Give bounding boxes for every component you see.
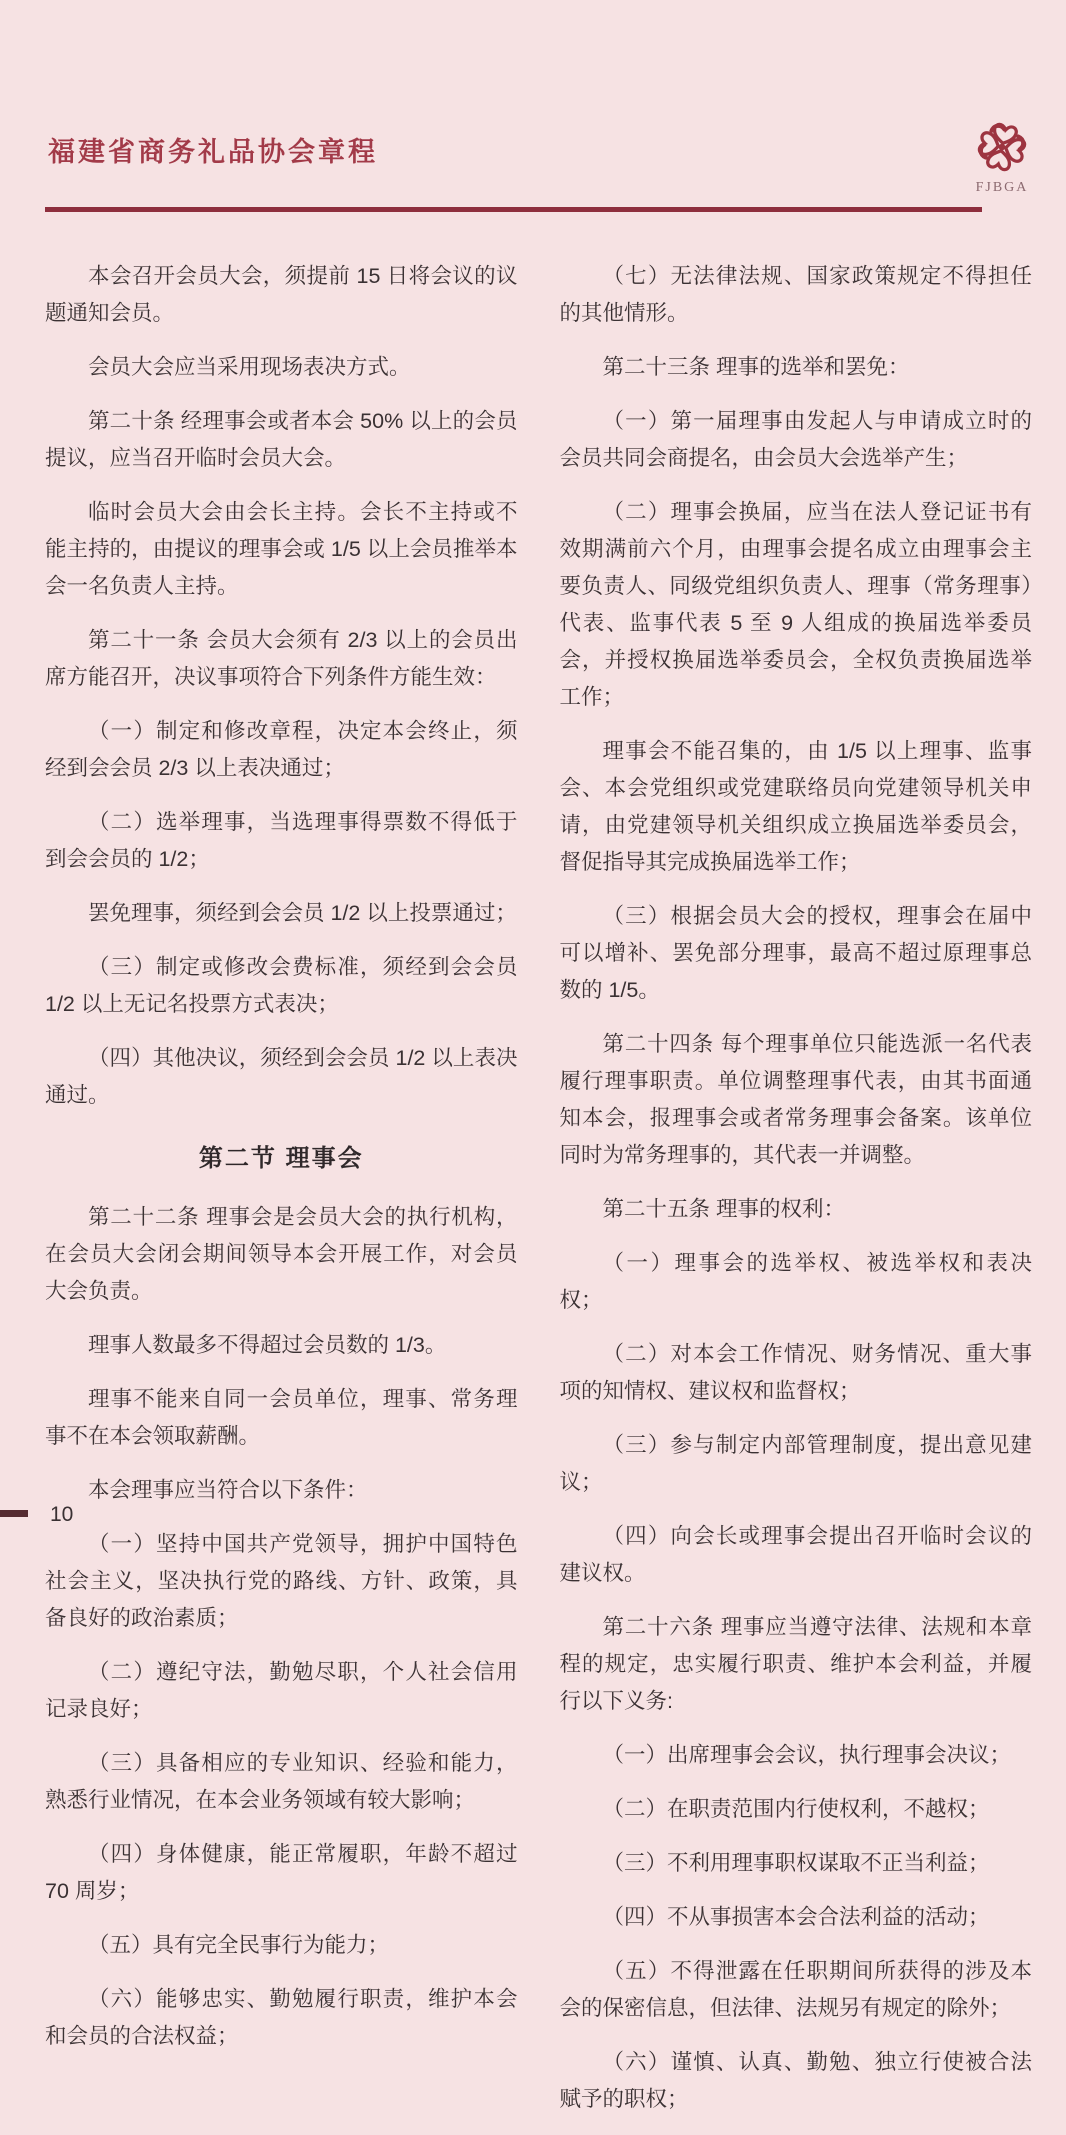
paragraph: 理事不能来自同一会员单位，理事、常务理事不在本会领取薪酬。: [45, 1387, 518, 1448]
paragraph: （二）对本会工作情况、财务情况、重大事项的知情权、建议权和监督权；: [559, 1342, 1032, 1403]
bottom-corner-mark: [0, 1510, 28, 1517]
paragraph: （二）在职责范围内行使权利，不越权；: [602, 1797, 990, 1821]
paragraph: 第二十五条 理事的权利：: [602, 1197, 845, 1221]
paragraph: 第二十四条 每个理事单位只能选派一名代表履行理事职责。单位调整理事代表，由其书面通知本会，报理事会或者常务理事会备案。该单位同时为常务理事的，其代表一并调整。: [559, 1032, 1032, 1167]
paragraph: （六）能够忠实、勤勉履行职责，维护本会和会员的合法权益；: [45, 1987, 518, 2048]
right-column: [560, 258, 1033, 2135]
paragraph: （三）不利用理事职权谋取不正当利益；: [602, 1851, 990, 1875]
paragraph: 理事会不能召集的，由 1/5 以上理事、监事会、本会党组织或党建联络员向党建领导机关申请，由党建领导机关组织成立换届选举委员会，督促指导其完成换届选举工作；: [559, 739, 1032, 874]
paragraph: （四）其他决议，须经到会会员 1/2 以上表决通过。: [45, 1046, 518, 1107]
paragraph: （四）向会长或理事会提出召开临时会议的建议权。: [559, 1524, 1032, 1585]
paragraph: （七）无法律法规、国家政策规定不得担任的其他情形。: [559, 264, 1032, 325]
paragraph: （四）不从事损害本会合法利益的活动；: [602, 1905, 990, 1929]
paragraph: （一）坚持中国共产党领导，拥护中国特色社会主义，坚决执行党的路线、方针、政策，具备良好的政治素质；: [45, 1532, 518, 1630]
page-header: [0, 0, 1066, 212]
paragraph: （三）根据会员大会的授权，理事会在届中可以增补、罢免部分理事，最高不超过原理事总数的 1/5。: [559, 904, 1032, 1002]
paragraph: 第二十六条 理事应当遵守法律、法规和本章程的规定，忠实履行职责、维护本会利益，并履行以下义务:: [559, 1615, 1032, 1713]
paragraph: （五）具有完全民事行为能力；: [88, 1933, 390, 1957]
document-body: [0, 212, 1066, 2135]
paragraph: 理事人数最多不得超过会员数的 1/3。: [88, 1333, 447, 1357]
paragraph: （一）出席理事会会议，执行理事会决议；: [602, 1743, 1012, 1767]
paragraph: （二）理事会换届，应当在法人登记证书有效期满前六个月，由理事会提名成立由理事会主要负责人、同级党组织负责人、理事（常务理事）代表、监事代表 5 至 9 人组成的换届选举委员会，并授权换届选举委员会，全权负责换届选举工作；: [559, 500, 1032, 709]
paragraph: 本会理事应当符合以下条件：: [88, 1478, 368, 1502]
paragraph: （六）谨慎、认真、勤勉、独立行使被合法赋予的职权；: [559, 2050, 1032, 2111]
paragraph: （二）遵纪守法，勤勉尽职，个人社会信用记录良好；: [45, 1660, 518, 1721]
flower-pinwheel-icon: [973, 118, 1031, 176]
paragraph: （四）身体健康，能正常履职，年龄不超过 70 周岁；: [45, 1842, 518, 1903]
section-heading: 第二节 理事会: [198, 1145, 364, 1172]
paragraph: 临时会员大会由会长主持。会长不主持或不能主持的，由提议的理事会或 1/5 以上会员推举本会一名负责人主持。: [45, 500, 518, 598]
paragraph: （三）具备相应的专业知识、经验和能力，熟悉行业情况，在本会业务领域有较大影响；: [45, 1751, 518, 1812]
logo-text: FJBGA: [975, 180, 1029, 195]
paragraph: 第二十二条 理事会是会员大会的执行机构，在会员大会闭会期间领导本会开展工作，对会员大会负责。: [45, 1205, 518, 1303]
paragraph: （二）选举理事，当选理事得票数不得低于到会会员的 1/2；: [45, 810, 518, 871]
association-logo: [962, 118, 1042, 196]
paragraph: 第二十三条 理事的选举和罢免：: [602, 355, 910, 379]
paragraph: 第二十条 经理事会或者本会 50% 以上的会员提议，应当召开临时会员大会。: [45, 409, 518, 470]
paragraph: 会员大会应当采用现场表决方式。: [88, 355, 411, 379]
page-number: 10: [50, 1503, 74, 1526]
left-column: [45, 258, 518, 2135]
paragraph: （一）第一届理事由发起人与申请成立时的会员共同会商提名，由会员大会选举产生；: [559, 409, 1032, 470]
header-divider: [45, 207, 982, 212]
paragraph: 罢免理事，须经到会会员 1/2 以上投票通过；: [88, 901, 517, 925]
paragraph: （三）制定或修改会费标准，须经到会会员 1/2 以上无记名投票方式表决；: [45, 955, 518, 1016]
paragraph: 本会召开会员大会，须提前 15 日将会议的议题通知会员。: [45, 264, 518, 325]
page-title: 福建省商务礼品协会章程: [48, 137, 378, 167]
paragraph: （三）参与制定内部管理制度，提出意见建议；: [559, 1433, 1032, 1494]
paragraph: （五）不得泄露在任职期间所获得的涉及本会的保密信息，但法律、法规另有规定的除外；: [559, 1959, 1032, 2020]
paragraph: 第二十一条 会员大会须有 2/3 以上的会员出席方能召开，决议事项符合下列条件方能生效：: [45, 628, 518, 689]
paragraph: （一）理事会的选举权、被选举权和表决权；: [559, 1251, 1032, 1312]
paragraph: （一）制定和修改章程，决定本会终止，须经到会会员 2/3 以上表决通过；: [45, 719, 518, 780]
